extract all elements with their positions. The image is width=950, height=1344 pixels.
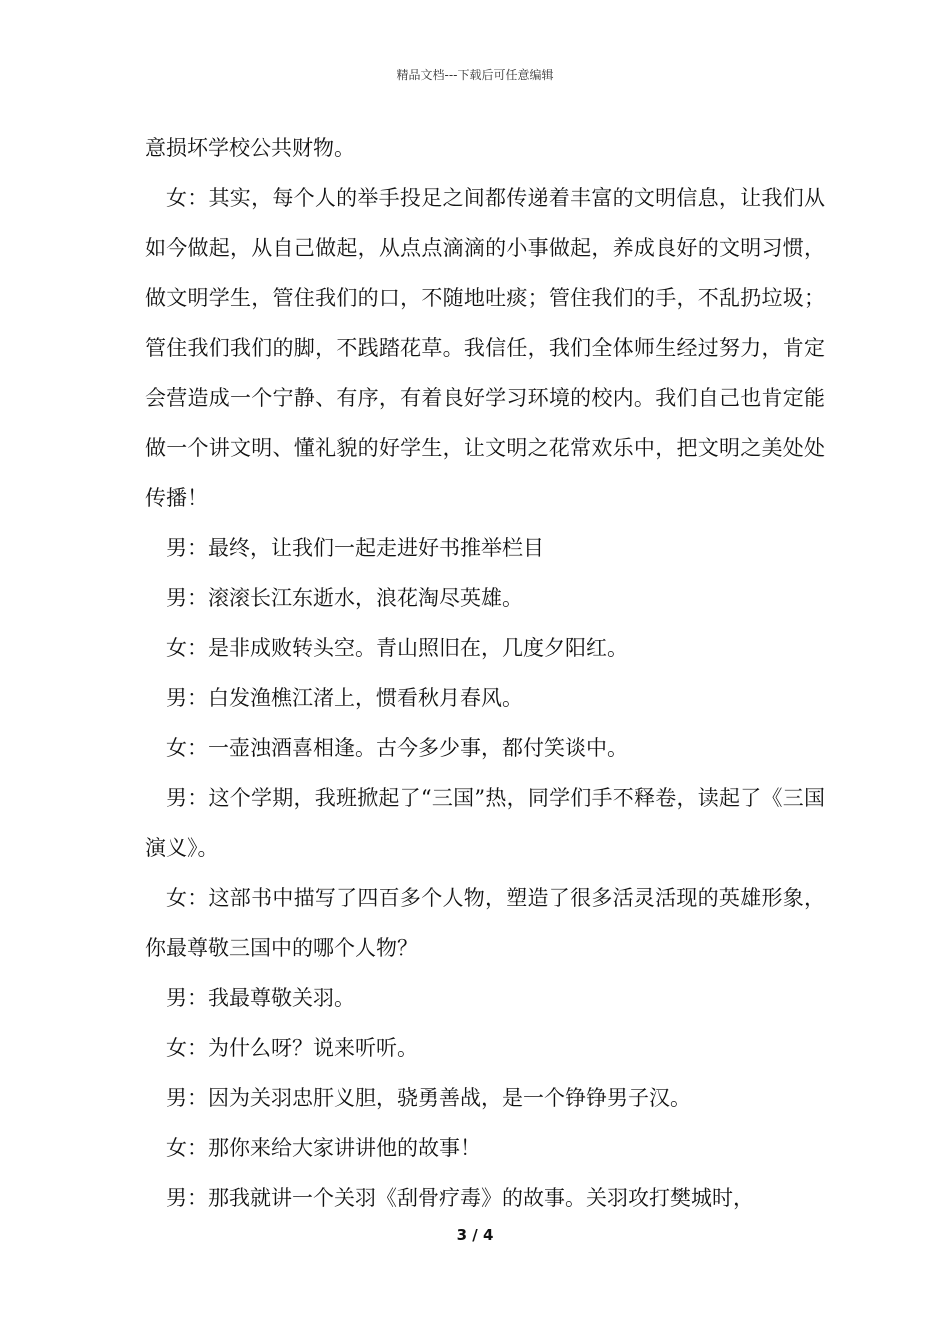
paragraph: 女：为什么呀？说来听听。 [166, 1036, 418, 1060]
paragraph: 意损坏学校公共财物。 [145, 136, 355, 160]
paragraph: 男：最终，让我们一起走进好书推举栏目 [166, 536, 544, 560]
paragraph: 男：这个学期，我班掀起了“三国”热，同学们手不释卷，读起了《三国演义》。 [145, 786, 825, 860]
paragraph: 男：白发渔樵江渚上，惯看秋月春风。 [166, 686, 523, 710]
paragraph: 男：那我就讲一个关羽《刮骨疗毒》的故事。关羽攻打樊城时， [166, 1186, 754, 1210]
page-number: 3 / 4 [456, 1226, 494, 1244]
paragraph: 女：其实，每个人的举手投足之间都传递着丰富的文明信息，让我们从如今做起，从自己做起，从点点滴滴的小事做起，养成良好的文明习惯，做文明学生，管住我们的口，不随地吐痰；管住我们的手，不乱扔垃圾；管住我们我们的脚，不践踏花草。我信任，我们全体师生经过努力，肯定会营造成一个宁静、有序，有着良好学习环境的校内。我们自己也肯定能做一个讲文明、懂礼貌的好学生，让文明之花常欢乐中，把文明之美处处传播！ [145, 186, 825, 510]
paragraph: 女：一壶浊酒喜相逢。古今多少事，都付笑谈中。 [166, 736, 628, 760]
paragraph: 男：滚滚长江东逝水，浪花淘尽英雄。 [166, 586, 523, 610]
paragraph: 男：因为关羽忠肝义胆，骁勇善战，是一个铮铮男子汉。 [166, 1086, 691, 1110]
paragraph: 女：是非成败转头空。青山照旧在，几度夕阳红。 [166, 636, 628, 660]
paragraph: 女：这部书中描写了四百多个人物，塑造了很多活灵活现的英雄形象，你最尊敬三国中的哪个人物？ [145, 886, 825, 960]
page-header: 精品文档---下载后可任意编辑 [396, 68, 554, 82]
paragraph: 男：我最尊敬关羽。 [166, 986, 355, 1010]
paragraph: 女：那你来给大家讲讲他的故事！ [166, 1136, 481, 1160]
document-body [145, 123, 825, 1223]
